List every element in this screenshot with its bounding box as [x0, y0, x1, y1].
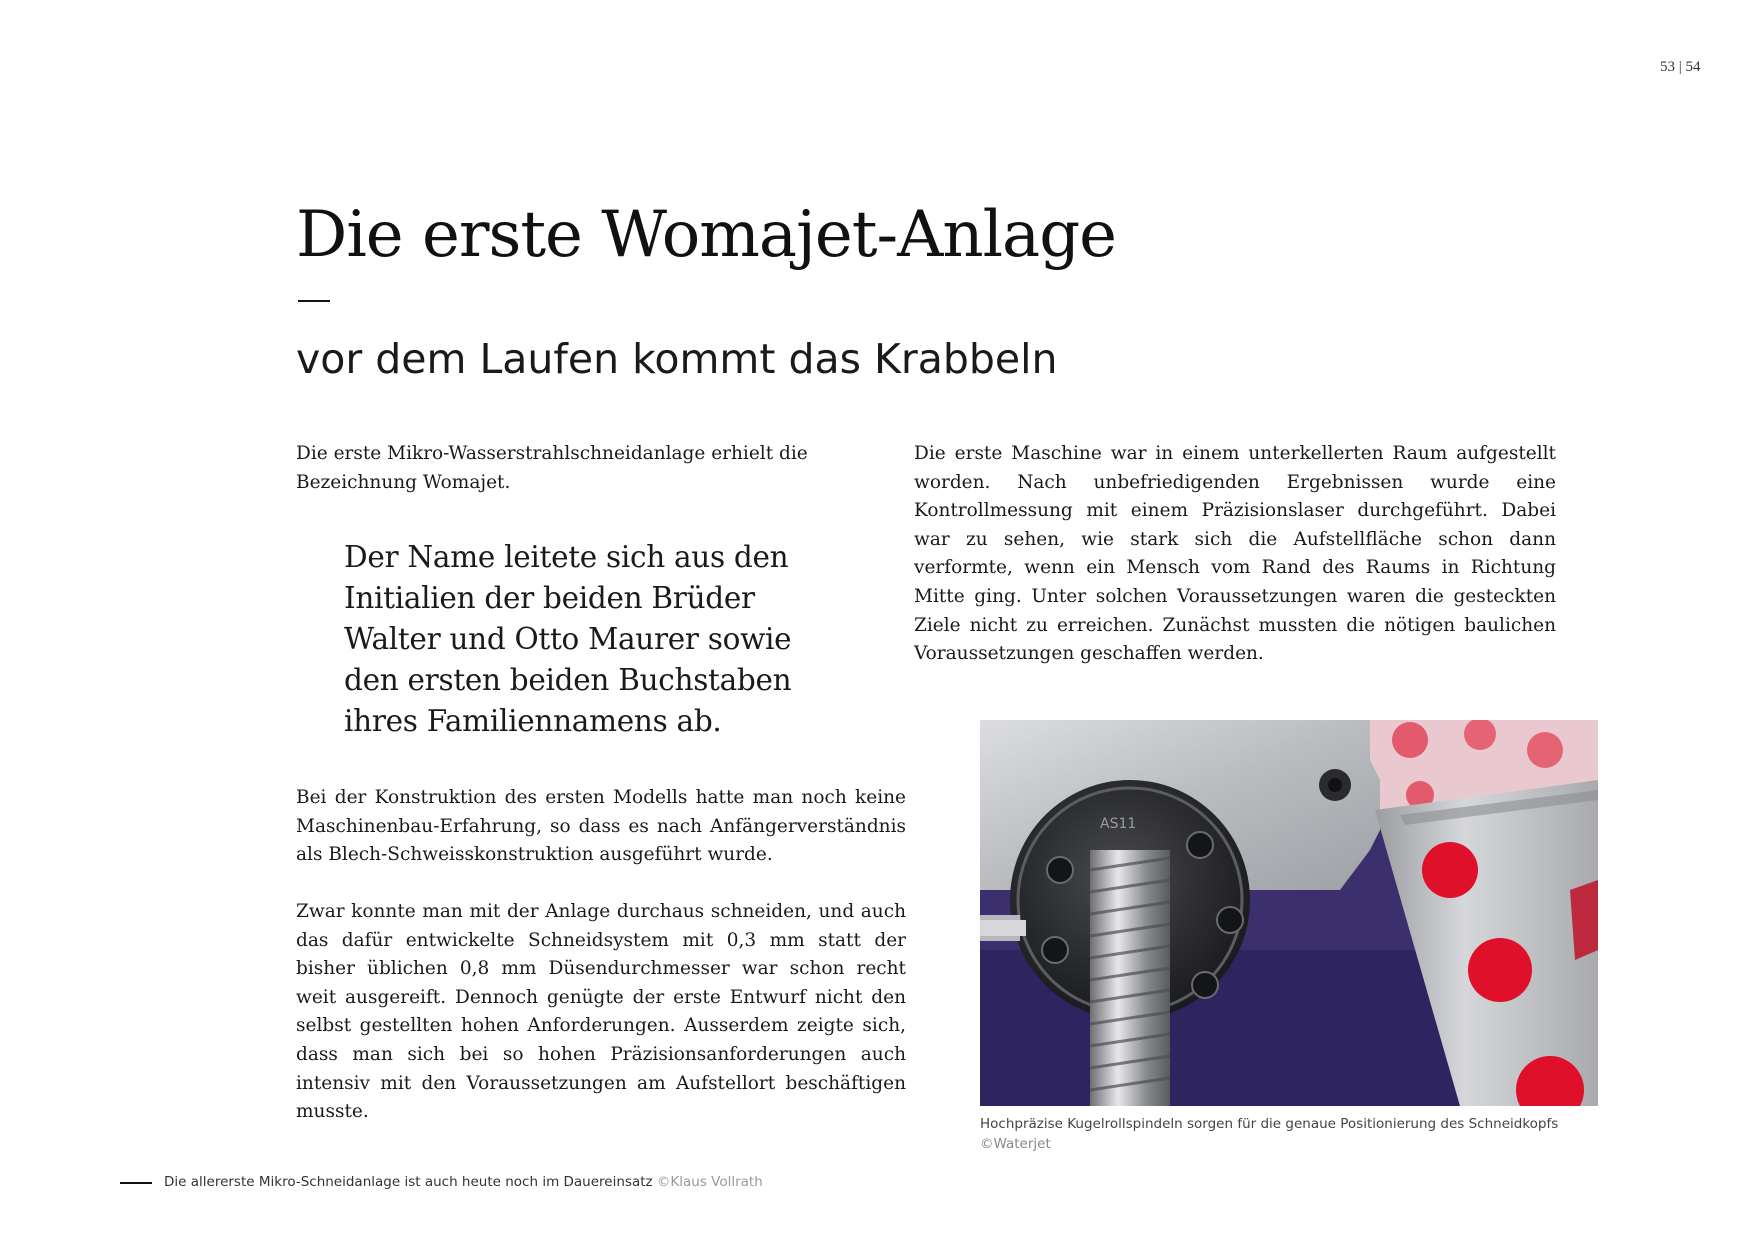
flange-screw — [1217, 907, 1243, 933]
pull-quote: Der Name leitete sich aus den Initialien der beiden Brüder Walter und Otto Maurer sowie den ersten beiden Buchstaben ihres Familiennamens ab. — [344, 540, 792, 738]
flange-screw — [1187, 832, 1213, 858]
article-title: Die erste Womajet-Anlage — [296, 198, 1117, 272]
footer-caption — [164, 1173, 763, 1192]
body-paragraph-installation: Die erste Maschine war in einem unterkellerten Raum aufgestellt worden. Nach unbefriedigenden Ergebnissen wurde eine Kontrollmessung mit einem Präzisionslaser durchgeführt. Dabei war zu sehen, wie stark sich die Aufstellfläche schon dann verformte, wenn ein Mensch vom Rand des Raums in Richtung Mitte ging. Unter solchen Voraussetzungen waren die gesteckten Ziele nicht zu erreichen. Zunächst mussten die nötigen baulichen Voraussetzungen geschaffen werden. — [914, 443, 1556, 665]
red-dot — [1468, 938, 1532, 1002]
red-dot — [1422, 842, 1478, 898]
red-dot — [1527, 732, 1563, 768]
red-dot — [1392, 722, 1428, 758]
page-number: 53 | 54 — [1660, 59, 1701, 75]
flange-screw — [1047, 857, 1073, 883]
photo-caption: Hochpräzise Kugelrollspindeln sorgen für die genaue Positionierung des Schneidkopfs — [980, 1116, 1559, 1132]
body-paragraph-cutting-system: Zwar konnte man mit der Anlage durchaus schneiden, und auch das dafür entwickelte Schneidsystem mit 0,3 mm statt der bisher üblichen 0,8 mm Düsendurchmesser war schon recht weit ausgereift. Dennoch genügte der erste Entwurf nicht den selbst gestellten hohen Anforderungen. Ausserdem zeigte sich, dass man sich bei so hohen Präzisionsanforderungen auch intensiv mit den Voraussetzungen am Aufstellort beschäftigen musste. — [296, 901, 906, 1123]
footer-caption-text: Die allererste Mikro-Schneidanlage ist auch heute noch im Dauereinsatz — [164, 1174, 653, 1190]
footer-divider — [120, 1182, 152, 1184]
flange-screw — [1192, 972, 1218, 998]
footer-credit: ©Klaus Vollrath — [656, 1174, 763, 1190]
photo-credit: ©Waterjet — [980, 1136, 1051, 1152]
body-paragraph-construction: Bei der Konstruktion des ersten Modells hatte man noch keine Maschinenbau-Erfahrung, so dass es nach Anfängerverständnis als Blech-Schweisskonstruktion ausgeführt wurde. — [296, 787, 906, 866]
intro-paragraph: Die erste Mikro-Wasserstrahlschneidanlage erhielt die Bezeichnung Womajet. — [296, 443, 808, 493]
article-subtitle: vor dem Laufen kommt das Krabbeln — [296, 335, 1058, 383]
nut-marking: AS11 — [1100, 816, 1137, 832]
ball-screw-photo — [980, 720, 1598, 1106]
flange-screw — [1042, 937, 1068, 963]
title-divider — [298, 300, 330, 302]
